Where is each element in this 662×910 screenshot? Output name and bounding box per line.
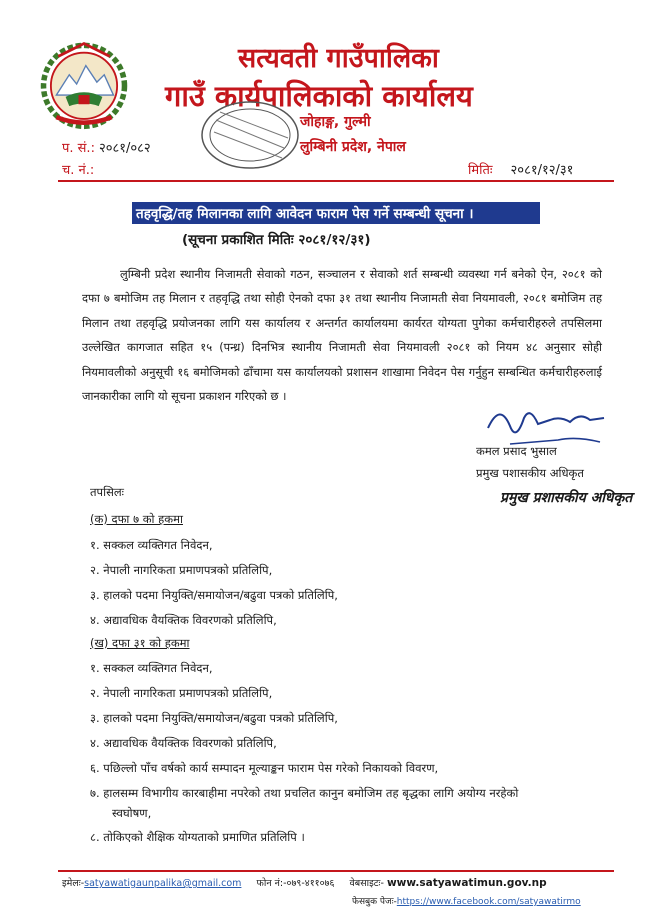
footer-phone: ०७९-४११०७६ xyxy=(286,878,335,889)
footer-facebook-link[interactable]: https://www.facebook.com/satyawatirmo xyxy=(396,897,581,907)
reference-label: प. सं.: xyxy=(62,141,95,156)
date-label: मितिः xyxy=(468,163,493,178)
list-item: ३. हालको पदमा नियुक्ति/समायोजन/बढुवा पत्रको प्रतिलिपि, xyxy=(90,711,338,725)
footer-website-link[interactable]: www.satyawatimun.gov.np xyxy=(386,877,547,889)
list-item: ८. तोकिएको शैक्षिक योग्यताको प्रमाणित प्रतिलिपि । xyxy=(90,830,305,844)
list-item: ७. हालसम्म विभागीय कारबाहीमा नपरेको तथा प्रचलित कानुन बमोजिम तह बृद्धका लागि अयोग्य नरहेको xyxy=(90,786,519,800)
list-item: ६. पछिल्लो पाँच वर्षको कार्य सम्पादन मूल्याङ्कन फाराम पेस गरेको निकायको विवरण, xyxy=(90,761,439,775)
office-address: जोहाङ्ग, गुल्मी xyxy=(300,114,371,130)
header-divider xyxy=(58,180,614,182)
reference-number xyxy=(62,138,151,156)
footer-facebook-label: फेसबुक पेजः- xyxy=(352,897,397,907)
signatory-title-handwritten: प्रमुख प्रशासकीय अधिकृत xyxy=(500,490,633,506)
nepal-emblem-icon xyxy=(38,38,130,130)
section-b-heading: (ख) दफा ३१ को हकमा xyxy=(90,636,190,650)
footer-phone-label: फोन नं:- xyxy=(256,878,287,889)
signatory-title: प्रमुख पशासकीय अधिकृत xyxy=(476,466,584,480)
list-item: ३. हालको पदमा नियुक्ति/समायोजन/बढुवा पत्रको प्रतिलिपि, xyxy=(90,588,338,602)
list-item: २. नेपाली नागरिकता प्रमाणपत्रको प्रतिलिपि, xyxy=(90,563,273,577)
footer-email-label: इमेलः- xyxy=(62,878,85,889)
letter-date xyxy=(468,160,573,178)
list-item: १. सक्कल व्यक्तिगत निवेदन, xyxy=(90,661,213,675)
org-name: सत्यवती गाउँपालिका xyxy=(238,43,439,74)
office-province: लुम्बिनी प्रदेश, नेपाल xyxy=(300,139,406,155)
notice-title: तहवृद्धि/तह मिलानका लागि आवेदन फाराम पेस गर्ने सम्बन्धी सूचना । xyxy=(132,202,540,224)
list-item: ४. अद्यावधिक वैयक्तिक विवरणको प्रतिलिपि, xyxy=(90,613,277,627)
date-value: २०८१/१२/३१ xyxy=(510,163,574,178)
list-item: ४. अद्यावधिक वैयक्तिक विवरणको प्रतिलिपि, xyxy=(90,736,277,750)
notice-publish-date: (सूचना प्रकाशित मितिः २०८१/१२/३१) xyxy=(182,232,371,248)
reference-value: २०८१/०८२ xyxy=(98,141,151,156)
list-item: २. नेपाली नागरिकता प्रमाणपत्रको प्रतिलिपि, xyxy=(90,686,273,700)
footer-website-label: वेबसाइटः- xyxy=(349,878,384,889)
section-a-heading: (क) दफा ७ को हकमा xyxy=(90,512,183,526)
details-label: तपसिलः xyxy=(90,485,124,499)
footer-divider xyxy=(58,870,614,872)
footer-facebook xyxy=(352,894,581,907)
office-stamp-icon xyxy=(198,98,302,172)
list-item: १. सक्कल व्यक्तिगत निवेदन, xyxy=(90,538,213,552)
office-name: गाउँ कार्यपालिकाको कार्यालय xyxy=(165,79,473,113)
footer-contacts xyxy=(62,876,622,889)
dispatch-number: च. नं.: xyxy=(62,163,95,178)
notice-body: लुम्बिनी प्रदेश स्थानीय निजामती सेवाको गठन, सञ्चालन र सेवाको शर्त सम्बन्धी व्यवस्था गर्न बनेको ऐन, २०८१ को दफा ७ बमोजिम तह मिलान र तहवृद्धि तथा सोही ऐनको दफा ३१ तथा स्थानीय निजामती सेवा नियमावली, २०८१ बमोजिम तह मिलान तथा तहवृद्धि प्रयोजनका लागि यस कार्यालय र अन्तर्गत कार्यालयमा कार्यरत योग्यता पुगेका कर्मचारीहरुले तपसिलमा उल्लेखित कागजात सहित १५ (पन्ध्र) दिनभित्र स्थानीय निजामती सेवा नियमावली २०८१ को नियम ४८ अनुसार सोही नियमावलीको अनुसूची १६ बमोजिमको ढाँचामा यस कार्यालयको प्रशासन शाखामा निवेदन पेस गर्नुहुन सम्बन्धित कर्मचारीहरुलाई जानकारीका लागि यो सूचना प्रकाशन गरिएको छ । xyxy=(82,267,602,404)
signatory-name: कमल प्रसाद भुसाल xyxy=(476,444,557,458)
list-item-continuation: स्वघोषण, xyxy=(112,806,152,820)
footer-email-link[interactable]: satyawatigaunpalika@gmail.com xyxy=(84,878,242,889)
